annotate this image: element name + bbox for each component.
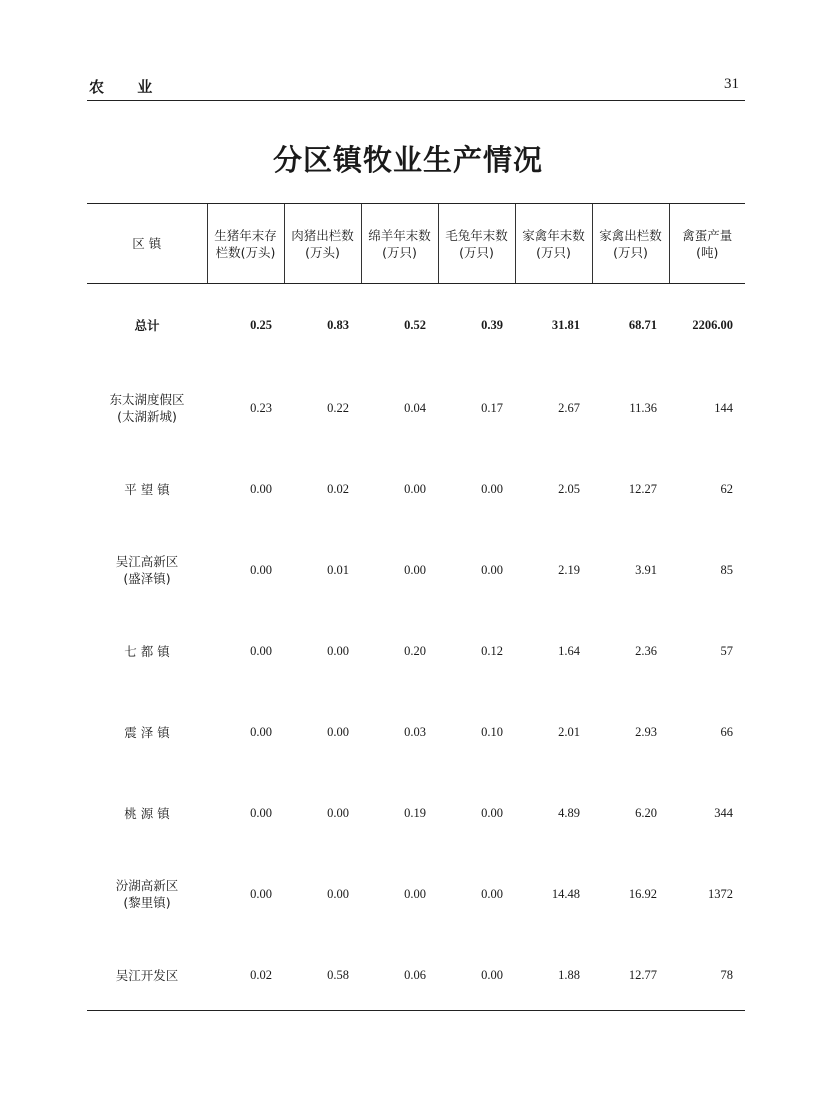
district-name: [87, 773, 207, 854]
table-cell: 0.20: [404, 643, 426, 658]
table-cell: 0.00: [481, 805, 503, 820]
table-cell: 0.00: [481, 481, 503, 496]
table-body: [87, 284, 745, 1016]
district-name: [87, 449, 207, 530]
column-header: [438, 204, 515, 284]
column-header-line: 绵羊年末数: [368, 227, 431, 243]
column-header-line: 栏数(万头): [215, 244, 276, 260]
district-name: [87, 611, 207, 692]
column-header-line: 禽蛋产量: [682, 227, 733, 243]
table-cell: 6.20: [635, 805, 657, 820]
district-name-line: (黎里镇): [123, 895, 171, 910]
column-header: [284, 204, 361, 284]
table-cell: 1372: [708, 886, 733, 901]
table-cell: 1.64: [558, 643, 580, 658]
district-name-line: 汾湖高新区: [115, 878, 179, 893]
table-cell: 2.19: [558, 562, 580, 577]
section-label: 农 业: [89, 78, 167, 96]
column-header-line: 区 镇: [132, 236, 162, 251]
bottom-rule: [87, 1010, 745, 1011]
header-row: [87, 204, 745, 284]
table-cell: 12.77: [628, 967, 657, 982]
table-cell: 66: [720, 724, 733, 739]
table-header: [87, 204, 745, 284]
table-cell: 0.02: [327, 481, 349, 496]
table-cell: 344: [714, 805, 733, 820]
table-cell: 0.00: [481, 562, 503, 577]
table-cell: 0.00: [250, 643, 272, 658]
table-row: [87, 449, 745, 530]
table-cell: 0.00: [327, 724, 349, 739]
page-title: 分区镇牧业生产情况: [272, 143, 543, 177]
district-name-line: (盛泽镇): [123, 571, 171, 586]
table-cell: 1.88: [558, 967, 580, 982]
district-name-line: 吴江高新区: [115, 554, 179, 569]
table-cell: 2.67: [558, 400, 580, 415]
district-name: [87, 368, 207, 449]
table-cell: 0.39: [481, 318, 503, 333]
table-row: [87, 284, 745, 368]
district-name-line: 桃 源 镇: [124, 805, 170, 821]
district-name-line: 七 都 镇: [124, 643, 170, 659]
column-header-line: 肉猪出栏数: [291, 227, 354, 243]
table-cell: 31.81: [551, 318, 580, 333]
column-header: [592, 204, 669, 284]
table-cell: 0.06: [404, 967, 426, 982]
column-header-line: 家禽年末数: [522, 227, 585, 243]
table-row: [87, 530, 745, 611]
district-name: [87, 854, 207, 935]
column-header-line: (万只): [536, 244, 571, 260]
table-cell: 2.36: [635, 643, 657, 658]
table-cell: 0.00: [250, 724, 272, 739]
column-header-line: (万只): [382, 244, 417, 260]
table-cell: 16.92: [628, 886, 657, 901]
table-cell: 0.00: [404, 562, 426, 577]
table-cell: 0.83: [327, 318, 349, 333]
livestock-table: [87, 203, 745, 1016]
table-cell: 0.00: [250, 481, 272, 496]
table-cell: 0.25: [250, 318, 272, 333]
table-cell: 0.58: [327, 967, 349, 982]
table-cell: 0.04: [404, 400, 426, 415]
table-row: [87, 692, 745, 773]
district-name-line: (太湖新城): [117, 409, 177, 424]
column-header: [361, 204, 438, 284]
table-row: [87, 368, 745, 449]
column-header-line: (吨): [696, 244, 719, 260]
table-row: [87, 611, 745, 692]
table-cell: 0.00: [404, 481, 426, 496]
table-cell: 57: [720, 643, 733, 658]
district-name-line: 震 泽 镇: [124, 724, 170, 740]
table-cell: 0.00: [404, 886, 426, 901]
table-row: [87, 935, 745, 1016]
table-cell: 14.48: [551, 886, 580, 901]
table-cell: 0.12: [481, 643, 503, 658]
table-cell: 0.00: [327, 805, 349, 820]
district-name: [87, 935, 207, 1016]
table-cell: 0.00: [327, 886, 349, 901]
table-cell: 0.00: [327, 643, 349, 658]
district-name: [87, 692, 207, 773]
district-name: [87, 530, 207, 611]
table-cell: 0.01: [327, 562, 349, 577]
table-cell: 4.89: [558, 805, 580, 820]
column-header-line: (万头): [305, 244, 340, 260]
column-header: [669, 204, 745, 284]
column-header: [87, 204, 207, 284]
table-cell: 85: [720, 562, 733, 577]
table-cell: 0.00: [481, 967, 503, 982]
table-cell: 0.00: [250, 562, 272, 577]
table-cell: 0.22: [327, 400, 349, 415]
page-number: 31: [724, 76, 739, 92]
district-name-line: 平 望 镇: [124, 481, 170, 497]
table-cell: 3.91: [635, 562, 657, 577]
district-name-line: 吴江开发区: [115, 967, 179, 983]
table-row: [87, 773, 745, 854]
district-name-line: 东太湖度假区: [109, 392, 185, 407]
column-header: [515, 204, 592, 284]
running-header: [87, 76, 745, 101]
table-cell: 0.03: [404, 724, 426, 739]
table-cell: 78: [720, 967, 733, 982]
table-cell: 62: [720, 481, 733, 496]
district-name: [87, 284, 207, 368]
column-header-line: (万只): [613, 244, 648, 260]
table-row: [87, 854, 745, 935]
table-cell: 0.19: [404, 805, 426, 820]
table-cell: 0.00: [481, 886, 503, 901]
column-header-line: 生猪年末存: [214, 227, 277, 243]
table-cell: 68.71: [628, 318, 657, 333]
table-cell: 11.36: [629, 400, 657, 415]
column-header-line: 毛兔年末数: [445, 227, 508, 243]
table-cell: 2.01: [558, 724, 580, 739]
table-cell: 0.02: [250, 967, 272, 982]
district-name-line: 总计: [134, 318, 160, 334]
column-header-line: (万只): [459, 244, 494, 260]
table-cell: 12.27: [628, 481, 657, 496]
column-header: [207, 204, 284, 284]
table-cell: 0.10: [481, 724, 503, 739]
table-cell: 0.23: [250, 400, 272, 415]
table-cell: 0.00: [250, 805, 272, 820]
table-cell: 2.93: [635, 724, 657, 739]
table-cell: 0.00: [250, 886, 272, 901]
table-cell: 0.17: [481, 400, 503, 415]
column-header-line: 家禽出栏数: [599, 227, 662, 243]
table-cell: 144: [714, 400, 733, 415]
table-cell: 0.52: [404, 318, 426, 333]
table-cell: 2206.00: [692, 318, 733, 333]
table-cell: 2.05: [558, 481, 580, 496]
